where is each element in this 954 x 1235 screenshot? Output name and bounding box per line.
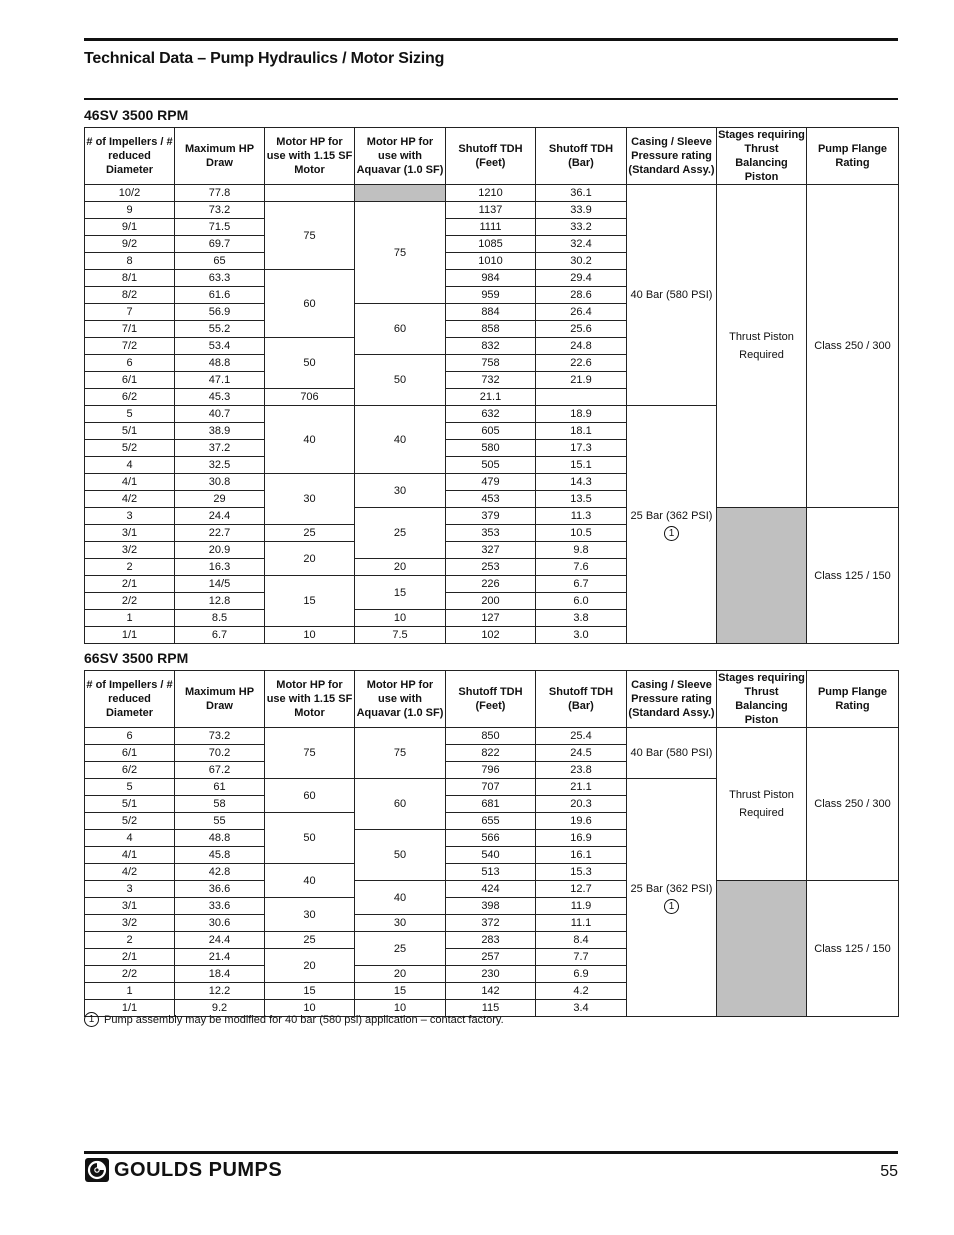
- shutoff-bar-cell: 14.3: [536, 474, 627, 491]
- impellers-cell: 7/2: [85, 338, 175, 355]
- max-hp-cell: 45.3: [175, 389, 265, 406]
- shutoff-feet-cell: 580: [446, 440, 536, 457]
- max-hp-cell: 61: [175, 779, 265, 796]
- max-hp-cell: 37.2: [175, 440, 265, 457]
- casing-rating-cell: [627, 406, 717, 644]
- shutoff-feet-cell: 632: [446, 406, 536, 423]
- max-hp-cell: 29: [175, 491, 265, 508]
- casing-rating-label: 40 Bar (580 PSI): [630, 289, 713, 301]
- shutoff-feet-cell: 479: [446, 474, 536, 491]
- footnote-text: Pump assembly may be modified for 40 bar (580 psi) application – contact factory.: [104, 1013, 504, 1026]
- max-hp-cell: 8.5: [175, 610, 265, 627]
- shutoff-bar-cell: 23.8: [536, 762, 627, 779]
- max-hp-cell: 63.3: [175, 270, 265, 287]
- max-hp-cell: 73.2: [175, 728, 265, 745]
- shutoff-feet-cell: 353: [446, 525, 536, 542]
- shutoff-feet-cell: 200: [446, 593, 536, 610]
- shutoff-feet-cell: 706: [265, 389, 355, 406]
- max-hp-cell: 70.2: [175, 745, 265, 762]
- impellers-cell: 3/1: [85, 898, 175, 915]
- shutoff-feet-cell: 959: [446, 287, 536, 304]
- shutoff-bar-cell: 21.1: [446, 389, 536, 406]
- table-body: [85, 728, 899, 1017]
- shutoff-bar-cell: 25.6: [536, 321, 627, 338]
- impellers-cell: 5/2: [85, 440, 175, 457]
- motor-hp-sf-cell: 25: [265, 525, 355, 542]
- max-hp-cell: 22.7: [175, 525, 265, 542]
- impellers-cell: 4/2: [85, 864, 175, 881]
- impellers-cell: 5/2: [85, 813, 175, 830]
- motor-hp-aquavar-cell: 15: [355, 576, 446, 610]
- table-row: [85, 881, 899, 898]
- table-46sv-title: 46SV 3500 RPM: [84, 107, 189, 123]
- motor-hp-aquavar-cell: 20: [355, 559, 446, 576]
- column-header: Shutoff TDH (Bar): [536, 671, 627, 728]
- max-hp-cell: 77.8: [175, 185, 265, 202]
- column-header: Stages requiring Thrust Balancing Piston: [718, 129, 805, 183]
- shutoff-feet-cell: 1210: [446, 185, 536, 202]
- impellers-cell: 8/1: [85, 270, 175, 287]
- max-hp-cell: 12.8: [175, 593, 265, 610]
- thrust-piston-line: Thrust Piston: [729, 331, 794, 343]
- shutoff-feet-cell: 424: [446, 881, 536, 898]
- impellers-cell: 2/2: [85, 966, 175, 983]
- impellers-cell: 2: [85, 932, 175, 949]
- footnote-ref-icon: 1: [664, 899, 679, 914]
- thrust-piston-line: Required: [739, 807, 784, 819]
- shutoff-feet-cell: 283: [446, 932, 536, 949]
- shutoff-bar-cell: 20.3: [536, 796, 627, 813]
- impellers-cell: 9/1: [85, 219, 175, 236]
- max-hp-cell: 55.2: [175, 321, 265, 338]
- motor-hp-sf-cell: 40: [265, 406, 355, 474]
- impellers-cell: 6: [85, 355, 175, 372]
- shutoff-feet-cell: 1137: [446, 202, 536, 219]
- max-hp-cell: 42.8: [175, 864, 265, 881]
- flange-rating-cell: Class 125 / 150: [807, 508, 899, 644]
- casing-rating-cell: [627, 728, 717, 779]
- footnote-marker: 1: [84, 1012, 99, 1027]
- table-row: [85, 185, 899, 202]
- shutoff-bar-cell: 18.1: [536, 423, 627, 440]
- impellers-cell: 3/2: [85, 915, 175, 932]
- footnote-ref-icon: 1: [664, 526, 679, 541]
- motor-hp-sf-cell: 25: [265, 932, 355, 949]
- shutoff-bar-cell: 30.2: [536, 253, 627, 270]
- table-body: [85, 185, 899, 644]
- shutoff-feet-cell: 115: [446, 1000, 536, 1017]
- column-header: Casing / Sleeve Pressure rating (Standard Assy.): [627, 128, 717, 185]
- footnote: [84, 1012, 504, 1027]
- shutoff-feet-cell: 707: [446, 779, 536, 796]
- goulds-logo: [84, 1157, 282, 1183]
- motor-hp-sf-cell: 50: [265, 338, 355, 389]
- thrust-piston-cell: [717, 185, 807, 508]
- column-header: # of Impellers / # reduced Diameter: [85, 128, 175, 185]
- impellers-cell: 1/1: [85, 627, 175, 644]
- max-hp-cell: 30.6: [175, 915, 265, 932]
- shutoff-feet-cell: 540: [446, 847, 536, 864]
- impellers-cell: 6/1: [85, 745, 175, 762]
- shutoff-bar-cell: 13.5: [536, 491, 627, 508]
- shutoff-bar-cell: 6.0: [536, 593, 627, 610]
- shutoff-feet-cell: 566: [446, 830, 536, 847]
- impellers-cell: 6/2: [85, 389, 175, 406]
- impellers-cell: 6: [85, 728, 175, 745]
- motor-hp-aquavar-cell: 50: [355, 830, 446, 881]
- shutoff-bar-cell: 16.9: [536, 830, 627, 847]
- shutoff-feet-cell: 372: [446, 915, 536, 932]
- flange-rating-cell: Class 250 / 300: [807, 728, 899, 881]
- shutoff-bar-cell: 11.3: [536, 508, 627, 525]
- shutoff-bar-cell: 15.3: [536, 864, 627, 881]
- max-hp-cell: 24.4: [175, 932, 265, 949]
- impellers-cell: 5/1: [85, 423, 175, 440]
- flange-rating-cell: Class 125 / 150: [807, 881, 899, 1017]
- shutoff-feet-cell: 398: [446, 898, 536, 915]
- column-header: Maximum HP Draw: [175, 671, 265, 728]
- max-hp-cell: 6.7: [175, 627, 265, 644]
- max-hp-cell: 73.2: [175, 202, 265, 219]
- column-header: Shutoff TDH (Bar): [536, 128, 627, 185]
- impellers-cell: 6/1: [85, 372, 175, 389]
- impellers-cell: 4/1: [85, 474, 175, 491]
- max-hp-cell: 32.5: [175, 457, 265, 474]
- max-hp-cell: 9.2: [175, 1000, 265, 1017]
- shutoff-feet-cell: 505: [446, 457, 536, 474]
- shutoff-feet-cell: 327: [446, 542, 536, 559]
- page-title: Technical Data – Pump Hydraulics / Motor Sizing: [84, 50, 445, 67]
- max-hp-cell: 24.4: [175, 508, 265, 525]
- max-hp-cell: 20.9: [175, 542, 265, 559]
- table-66sv-title: 66SV 3500 RPM: [84, 650, 189, 666]
- impellers-cell: 1/1: [85, 1000, 175, 1017]
- shutoff-bar-cell: 18.9: [536, 406, 627, 423]
- goulds-logo-icon: [84, 1157, 110, 1183]
- shutoff-feet-cell: 884: [446, 304, 536, 321]
- column-header: Casing / Sleeve Pressure rating (Standard Assy.): [627, 671, 717, 728]
- shutoff-bar-cell: 3.0: [536, 627, 627, 644]
- shutoff-feet-cell: 257: [446, 949, 536, 966]
- flange-rating-cell: Class 250 / 300: [807, 185, 899, 508]
- column-header: Shutoff TDH (Feet): [446, 128, 536, 185]
- impellers-cell: 2/2: [85, 593, 175, 610]
- impellers-cell: 4/1: [85, 847, 175, 864]
- shutoff-bar-cell: 11.1: [536, 915, 627, 932]
- max-hp-cell: 55: [175, 813, 265, 830]
- shutoff-bar-cell: 32.4: [536, 236, 627, 253]
- impellers-cell: 5: [85, 406, 175, 423]
- max-hp-cell: 38.9: [175, 423, 265, 440]
- max-hp-cell: 67.2: [175, 762, 265, 779]
- impellers-cell: 3/1: [85, 525, 175, 542]
- motor-hp-sf-cell: 30: [265, 898, 355, 932]
- table-header: [85, 671, 899, 728]
- shutoff-feet-cell: 832: [446, 338, 536, 355]
- shutoff-feet-cell: 102: [446, 627, 536, 644]
- motor-hp-aquavar-cell: 15: [355, 983, 446, 1000]
- motor-hp-aquavar-cell: 7.5: [355, 627, 446, 644]
- motor-hp-aquavar-cell: 25: [355, 508, 446, 559]
- impellers-cell: 3: [85, 881, 175, 898]
- thrust-piston-cell: [717, 728, 807, 881]
- shutoff-bar-cell: 9.8: [536, 542, 627, 559]
- shutoff-feet-cell: 732: [446, 372, 536, 389]
- max-hp-cell: 30.8: [175, 474, 265, 491]
- shutoff-bar-cell: 6.9: [536, 966, 627, 983]
- casing-rating-label: 25 Bar (362 PSI): [630, 883, 713, 895]
- thrust-piston-line: Thrust Piston: [729, 789, 794, 801]
- shutoff-feet-cell: 850: [446, 728, 536, 745]
- impellers-cell: 10/2: [85, 185, 175, 202]
- shutoff-feet-cell: 142: [446, 983, 536, 1000]
- shutoff-bar-cell: 3.8: [536, 610, 627, 627]
- impellers-cell: 3/2: [85, 542, 175, 559]
- logo-wordmark: GOULDS PUMPS: [114, 1158, 283, 1181]
- shutoff-bar-cell: 10.5: [536, 525, 627, 542]
- shutoff-feet-cell: 1010: [446, 253, 536, 270]
- motor-hp-aquavar-cell: 20: [355, 966, 446, 983]
- shutoff-feet-cell: 681: [446, 796, 536, 813]
- shutoff-bar-cell: 15.1: [536, 457, 627, 474]
- shutoff-bar-cell: 28.6: [536, 287, 627, 304]
- shutoff-feet-cell: 758: [446, 355, 536, 372]
- motor-hp-sf-cell: [265, 185, 355, 202]
- motor-hp-sf-cell: 10: [265, 627, 355, 644]
- impellers-cell: 1: [85, 610, 175, 627]
- casing-rating-label: 25 Bar (362 PSI): [630, 510, 713, 522]
- shutoff-bar-cell: 7.6: [536, 559, 627, 576]
- motor-hp-sf-cell: 15: [265, 576, 355, 627]
- shaded-cell: [717, 508, 807, 644]
- motor-hp-sf-cell: 60: [265, 270, 355, 338]
- shutoff-bar-cell: 21.9: [536, 372, 627, 389]
- max-hp-cell: 40.7: [175, 406, 265, 423]
- motor-hp-sf-cell: 20: [265, 542, 355, 576]
- impellers-cell: 1: [85, 983, 175, 1000]
- table-header: [85, 128, 899, 185]
- motor-hp-sf-cell: 10: [265, 1000, 355, 1017]
- impellers-cell: 5/1: [85, 796, 175, 813]
- shutoff-feet-cell: 226: [446, 576, 536, 593]
- max-hp-cell: 48.8: [175, 830, 265, 847]
- shutoff-bar-cell: 22.6: [536, 355, 627, 372]
- table-row: [85, 728, 899, 745]
- shutoff-bar-cell: 19.6: [536, 813, 627, 830]
- shaded-cell: [717, 881, 807, 1017]
- column-header: Pump Flange Rating: [807, 128, 899, 185]
- shutoff-bar-cell: 12.7: [536, 881, 627, 898]
- motor-hp-sf-cell: 50: [265, 813, 355, 864]
- thrust-piston-line: Required: [739, 349, 784, 361]
- motor-hp-aquavar-cell: 30: [355, 474, 446, 508]
- shutoff-feet-cell: 822: [446, 745, 536, 762]
- shutoff-bar-cell: 24.8: [536, 338, 627, 355]
- column-header: # of Impellers / # reduced Diameter: [85, 671, 175, 728]
- max-hp-cell: 18.4: [175, 966, 265, 983]
- motor-hp-sf-cell: 20: [265, 949, 355, 983]
- shaded-cell: [355, 185, 446, 202]
- impellers-cell: 9: [85, 202, 175, 219]
- max-hp-cell: 56.9: [175, 304, 265, 321]
- max-hp-cell: 33.6: [175, 898, 265, 915]
- title-rule: [84, 98, 898, 100]
- shutoff-bar-cell: 11.9: [536, 898, 627, 915]
- motor-hp-sf-cell: 15: [265, 983, 355, 1000]
- max-hp-cell: 69.7: [175, 236, 265, 253]
- motor-hp-sf-cell: 40: [265, 864, 355, 898]
- impellers-cell: 4: [85, 457, 175, 474]
- shutoff-bar-cell: 33.2: [536, 219, 627, 236]
- impellers-cell: 6/2: [85, 762, 175, 779]
- shutoff-bar-cell: 8.4: [536, 932, 627, 949]
- motor-hp-aquavar-cell: 75: [355, 728, 446, 779]
- column-header: Shutoff TDH (Feet): [446, 671, 536, 728]
- motor-hp-aquavar-cell: 30: [355, 915, 446, 932]
- bottom-rule: [84, 1151, 898, 1154]
- column-header: Motor HP for use with Aquavar (1.0 SF): [355, 128, 446, 185]
- shutoff-feet-cell: 253: [446, 559, 536, 576]
- motor-hp-aquavar-cell: 40: [355, 406, 446, 474]
- table-row: [85, 508, 899, 525]
- max-hp-cell: 53.4: [175, 338, 265, 355]
- shutoff-feet-cell: 127: [446, 610, 536, 627]
- shutoff-bar-cell: 24.5: [536, 745, 627, 762]
- shutoff-feet-cell: 655: [446, 813, 536, 830]
- shutoff-bar-cell: 29.4: [536, 270, 627, 287]
- impellers-cell: 9/2: [85, 236, 175, 253]
- impellers-cell: 3: [85, 508, 175, 525]
- max-hp-cell: 36.6: [175, 881, 265, 898]
- motor-hp-aquavar-cell: 40: [355, 881, 446, 915]
- max-hp-cell: 45.8: [175, 847, 265, 864]
- motor-hp-aquavar-cell: 10: [355, 1000, 446, 1017]
- column-header: Stages requiring Thrust Balancing Piston: [718, 672, 805, 726]
- column-header: Maximum HP Draw: [175, 128, 265, 185]
- casing-rating-label: 40 Bar (580 PSI): [630, 747, 713, 759]
- max-hp-cell: 48.8: [175, 355, 265, 372]
- motor-hp-aquavar-cell: 50: [355, 355, 446, 406]
- impellers-cell: 2/1: [85, 576, 175, 593]
- shutoff-bar-cell: 21.1: [536, 779, 627, 796]
- max-hp-cell: 58: [175, 796, 265, 813]
- page-number: 55: [880, 1163, 898, 1180]
- shutoff-bar-cell: 4.2: [536, 983, 627, 1000]
- impellers-cell: 7/1: [85, 321, 175, 338]
- max-hp-cell: 65: [175, 253, 265, 270]
- shutoff-feet-cell: 1111: [446, 219, 536, 236]
- header-row: [85, 128, 899, 185]
- shutoff-bar-cell: 3.4: [536, 1000, 627, 1017]
- impellers-cell: 8: [85, 253, 175, 270]
- shutoff-feet-cell: 984: [446, 270, 536, 287]
- motor-hp-aquavar-cell: 60: [355, 304, 446, 355]
- impellers-cell: 4/2: [85, 491, 175, 508]
- impellers-cell: 2: [85, 559, 175, 576]
- impellers-cell: 8/2: [85, 287, 175, 304]
- top-rule: [84, 38, 898, 41]
- shutoff-bar-cell: 6.7: [536, 576, 627, 593]
- table-46sv: [84, 127, 899, 644]
- column-header: Motor HP for use with 1.15 SF Motor: [265, 671, 355, 728]
- impellers-cell: 4: [85, 830, 175, 847]
- shutoff-feet-cell: 379: [446, 508, 536, 525]
- impellers-cell: 2/1: [85, 949, 175, 966]
- motor-hp-sf-cell: 75: [265, 728, 355, 779]
- impellers-cell: 7: [85, 304, 175, 321]
- shutoff-feet-cell: 605: [446, 423, 536, 440]
- shutoff-feet-cell: 513: [446, 864, 536, 881]
- column-header: Motor HP for use with 1.15 SF Motor: [265, 128, 355, 185]
- shutoff-feet-cell: 796: [446, 762, 536, 779]
- motor-hp-aquavar-cell: 10: [355, 610, 446, 627]
- shutoff-bar-cell: 26.4: [536, 304, 627, 321]
- shutoff-feet-cell: 453: [446, 491, 536, 508]
- header-row: [85, 671, 899, 728]
- max-hp-cell: 12.2: [175, 983, 265, 1000]
- shutoff-bar-cell: 25.4: [536, 728, 627, 745]
- max-hp-cell: 47.1: [175, 372, 265, 389]
- motor-hp-aquavar-cell: 75: [355, 202, 446, 304]
- shutoff-feet-cell: 230: [446, 966, 536, 983]
- max-hp-cell: 14/5: [175, 576, 265, 593]
- max-hp-cell: 16.3: [175, 559, 265, 576]
- max-hp-cell: 61.6: [175, 287, 265, 304]
- max-hp-cell: 71.5: [175, 219, 265, 236]
- shutoff-feet-cell: 858: [446, 321, 536, 338]
- motor-hp-aquavar-cell: 25: [355, 932, 446, 966]
- column-header: Pump Flange Rating: [807, 671, 899, 728]
- motor-hp-sf-cell: 60: [265, 779, 355, 813]
- shutoff-bar-cell: 36.1: [536, 185, 627, 202]
- shutoff-bar-cell: 33.9: [536, 202, 627, 219]
- table-66sv: [84, 670, 899, 1017]
- casing-rating-cell: [627, 779, 717, 1017]
- shutoff-bar-cell: 17.3: [536, 440, 627, 457]
- motor-hp-sf-cell: 75: [265, 202, 355, 270]
- max-hp-cell: 21.4: [175, 949, 265, 966]
- shutoff-feet-cell: 1085: [446, 236, 536, 253]
- shutoff-bar-cell: 16.1: [536, 847, 627, 864]
- motor-hp-sf-cell: 30: [265, 474, 355, 525]
- shutoff-bar-cell: 7.7: [536, 949, 627, 966]
- impellers-cell: 5: [85, 779, 175, 796]
- column-header: Motor HP for use with Aquavar (1.0 SF): [355, 671, 446, 728]
- casing-rating-cell: [627, 185, 717, 406]
- motor-hp-aquavar-cell: 60: [355, 779, 446, 830]
